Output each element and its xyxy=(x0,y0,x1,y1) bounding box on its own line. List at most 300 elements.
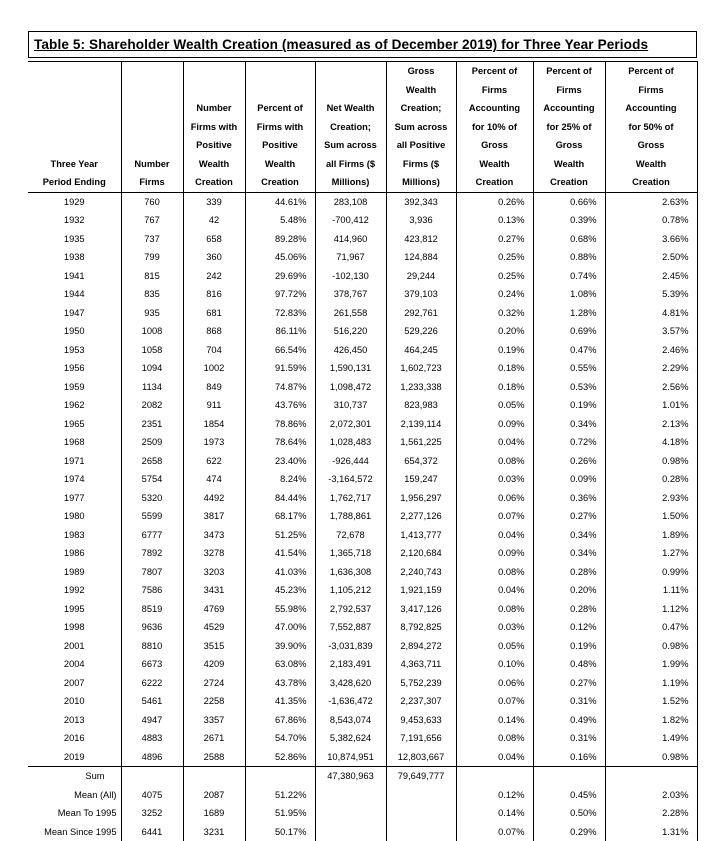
table-cell: 79,649,777 xyxy=(386,767,456,786)
table-row xyxy=(28,341,697,360)
table-cell: 1002 xyxy=(183,359,245,378)
table-cell: 378,767 xyxy=(315,285,386,304)
table-cell: 7,191,656 xyxy=(386,729,456,748)
table-row xyxy=(28,674,697,693)
table-cell xyxy=(121,767,183,786)
table-cell: 1,105,212 xyxy=(315,581,386,600)
table-cell: 0.06% xyxy=(456,674,533,693)
table-cell: 0.28% xyxy=(533,600,605,619)
table-cell: 0.12% xyxy=(533,618,605,637)
table-cell: 0.07% xyxy=(456,692,533,711)
table-cell: -926,444 xyxy=(315,452,386,471)
table-cell xyxy=(245,767,315,786)
table-cell: 1.89% xyxy=(605,526,697,545)
table-cell: 1965 xyxy=(28,415,121,434)
table-cell: 360 xyxy=(183,248,245,267)
column-header-line: Wealth xyxy=(246,155,315,174)
table-cell: 4769 xyxy=(183,600,245,619)
table-cell: 0.32% xyxy=(456,304,533,323)
table-cell: 1.01% xyxy=(605,396,697,415)
column-header-line: all Positive xyxy=(387,136,456,155)
column-header-line: Wealth xyxy=(457,155,533,174)
table-cell: 1971 xyxy=(28,452,121,471)
mean-row xyxy=(28,804,697,823)
table-row xyxy=(28,729,697,748)
table-cell: 1094 xyxy=(121,359,183,378)
table-cell: 7,552,887 xyxy=(315,618,386,637)
table-cell: 5754 xyxy=(121,470,183,489)
table-cell: 0.26% xyxy=(533,452,605,471)
table-cell: 799 xyxy=(121,248,183,267)
table-cell: 2010 xyxy=(28,692,121,711)
table-cell: 10,874,951 xyxy=(315,748,386,767)
table-cell: 0.31% xyxy=(533,692,605,711)
table-cell: 1,636,308 xyxy=(315,563,386,582)
table-cell: 0.13% xyxy=(456,211,533,230)
table-row xyxy=(28,544,697,563)
table-cell: 0.48% xyxy=(533,655,605,674)
table-cell: 0.68% xyxy=(533,230,605,249)
table-cell: 2.28% xyxy=(605,804,697,823)
table-cell: 1.28% xyxy=(533,304,605,323)
table-cell: 5,382,624 xyxy=(315,729,386,748)
table-cell: 2351 xyxy=(121,415,183,434)
column-header-line: Number xyxy=(122,155,183,174)
table-cell: 767 xyxy=(121,211,183,230)
column-header-line: Wealth xyxy=(387,81,456,100)
table-cell: 0.34% xyxy=(533,544,605,563)
table-cell: 0.05% xyxy=(456,637,533,656)
table-cell: 63.08% xyxy=(245,655,315,674)
table-cell: 1947 xyxy=(28,304,121,323)
table-cell: 0.39% xyxy=(533,211,605,230)
column-header-pct-10 xyxy=(456,62,533,193)
table-cell: 3817 xyxy=(183,507,245,526)
table-cell: Mean (All) xyxy=(28,786,121,805)
table-cell: 47,380,963 xyxy=(315,767,386,786)
table-cell: 0.16% xyxy=(533,748,605,767)
table-cell: 849 xyxy=(183,378,245,397)
table-cell: 379,103 xyxy=(386,285,456,304)
table-cell: 72,678 xyxy=(315,526,386,545)
table-cell: 6673 xyxy=(121,655,183,674)
table-cell: 7892 xyxy=(121,544,183,563)
table-cell: 8.24% xyxy=(245,470,315,489)
table-cell: 1134 xyxy=(121,378,183,397)
table-cell: 3203 xyxy=(183,563,245,582)
table-cell: 2258 xyxy=(183,692,245,711)
table-cell: 5.48% xyxy=(245,211,315,230)
column-header-line: Percent of xyxy=(606,62,697,81)
table-row xyxy=(28,637,697,656)
table-cell: 2013 xyxy=(28,711,121,730)
table-cell: 86.11% xyxy=(245,322,315,341)
table-cell: 0.06% xyxy=(456,489,533,508)
table-cell: 1.82% xyxy=(605,711,697,730)
table-row xyxy=(28,470,697,489)
table-cell: 310,737 xyxy=(315,396,386,415)
table-cell: 0.09% xyxy=(456,415,533,434)
table-cell: 3473 xyxy=(183,526,245,545)
table-cell: 0.04% xyxy=(456,526,533,545)
table-cell: 911 xyxy=(183,396,245,415)
table-row xyxy=(28,452,697,471)
table-cell: 529,226 xyxy=(386,322,456,341)
column-header-line: Percent of xyxy=(457,62,533,81)
table-cell: 0.99% xyxy=(605,563,697,582)
column-header-line: Firms xyxy=(457,81,533,100)
table-cell: 2087 xyxy=(183,786,245,805)
table-cell: 0.03% xyxy=(456,470,533,489)
table-cell: 0.05% xyxy=(456,396,533,415)
table-row xyxy=(28,211,697,230)
table-row xyxy=(28,563,697,582)
table-cell: 2,277,126 xyxy=(386,507,456,526)
column-header-line: Percent of xyxy=(246,99,315,118)
table-cell: Sum xyxy=(28,767,121,786)
table-cell: 1,788,861 xyxy=(315,507,386,526)
column-header-line: Percent of xyxy=(534,62,605,81)
column-header-number-firms xyxy=(121,62,183,193)
table-cell: 9,453,633 xyxy=(386,711,456,730)
table-cell: 1992 xyxy=(28,581,121,600)
table-cell: 2007 xyxy=(28,674,121,693)
table-cell: 67.86% xyxy=(245,711,315,730)
table-cell: 0.28% xyxy=(605,470,697,489)
table-cell: 1974 xyxy=(28,470,121,489)
table-cell: 1989 xyxy=(28,563,121,582)
table-cell: 5.39% xyxy=(605,285,697,304)
table-cell: 1941 xyxy=(28,267,121,286)
column-header-line: Positive xyxy=(246,136,315,155)
column-header-pct-25 xyxy=(533,62,605,193)
table-cell: 0.04% xyxy=(456,581,533,600)
table-cell: 0.08% xyxy=(456,452,533,471)
table-cell: 66.54% xyxy=(245,341,315,360)
table-cell: 292,761 xyxy=(386,304,456,323)
table-cell: 4883 xyxy=(121,729,183,748)
table-cell: 414,960 xyxy=(315,230,386,249)
table-cell: 3278 xyxy=(183,544,245,563)
table-cell: 41.35% xyxy=(245,692,315,711)
table-cell: 3231 xyxy=(183,823,245,841)
column-header-line: Creation; xyxy=(316,118,386,137)
wealth-creation-table xyxy=(28,61,698,841)
table-cell: 0.27% xyxy=(533,507,605,526)
table-cell: 8519 xyxy=(121,600,183,619)
table-cell: 4492 xyxy=(183,489,245,508)
table-cell: 1,365,718 xyxy=(315,544,386,563)
table-cell: 4947 xyxy=(121,711,183,730)
table-cell: 51.22% xyxy=(245,786,315,805)
table-cell: 0.20% xyxy=(533,581,605,600)
mean-row xyxy=(28,823,697,841)
column-header-line: for 25% of xyxy=(534,118,605,137)
table-cell: 0.29% xyxy=(533,823,605,841)
table-cell: 0.98% xyxy=(605,748,697,767)
table-cell: 0.78% xyxy=(605,211,697,230)
column-header-period-ending xyxy=(28,62,121,193)
table-cell: 0.19% xyxy=(533,637,605,656)
table-cell: 91.59% xyxy=(245,359,315,378)
table-cell: 1,602,723 xyxy=(386,359,456,378)
table-cell: 0.19% xyxy=(533,396,605,415)
table-cell: 44.61% xyxy=(245,192,315,211)
table-cell: 0.27% xyxy=(456,230,533,249)
table-cell: 4.18% xyxy=(605,433,697,452)
table-cell: 97.72% xyxy=(245,285,315,304)
table-cell: 43.76% xyxy=(245,396,315,415)
table-cell: 0.10% xyxy=(456,655,533,674)
table-cell: 1008 xyxy=(121,322,183,341)
table-cell: 1944 xyxy=(28,285,121,304)
table-cell: 654,372 xyxy=(386,452,456,471)
column-header-line: Wealth xyxy=(184,155,245,174)
table-cell: 0.88% xyxy=(533,248,605,267)
column-header-line: Firms ($ xyxy=(387,155,456,174)
table-cell: 1.31% xyxy=(605,823,697,841)
table-cell: 1.99% xyxy=(605,655,697,674)
table-cell: 5461 xyxy=(121,692,183,711)
column-header-line: Millions) xyxy=(316,173,386,192)
table-cell: 339 xyxy=(183,192,245,211)
table-cell: 0.25% xyxy=(456,267,533,286)
column-header-line: Firms with xyxy=(246,118,315,137)
table-row xyxy=(28,489,697,508)
table-cell: 2004 xyxy=(28,655,121,674)
table-cell: 3.66% xyxy=(605,230,697,249)
table-cell: 2658 xyxy=(121,452,183,471)
column-header-line: Sum across xyxy=(387,118,456,137)
table-cell: 41.03% xyxy=(245,563,315,582)
table-cell: 0.07% xyxy=(456,507,533,526)
table-row xyxy=(28,378,697,397)
column-header-line: Creation xyxy=(606,173,697,192)
table-cell: 3,428,620 xyxy=(315,674,386,693)
table-cell xyxy=(386,786,456,805)
table-cell xyxy=(183,767,245,786)
table-cell xyxy=(386,804,456,823)
table-cell: -1,636,472 xyxy=(315,692,386,711)
table-cell: 39.90% xyxy=(245,637,315,656)
table-cell: 29,244 xyxy=(386,267,456,286)
table-row xyxy=(28,248,697,267)
table-cell: 2588 xyxy=(183,748,245,767)
table-cell: 0.03% xyxy=(456,618,533,637)
table-cell: 8,792,825 xyxy=(386,618,456,637)
table-cell: 0.20% xyxy=(456,322,533,341)
table-cell: 0.98% xyxy=(605,452,697,471)
table-cell: Mean Since 1995 xyxy=(28,823,121,841)
table-row xyxy=(28,711,697,730)
table-container xyxy=(28,31,697,841)
table-cell: 1968 xyxy=(28,433,121,452)
table-cell: 41.54% xyxy=(245,544,315,563)
table-cell: 0.36% xyxy=(533,489,605,508)
table-cell: 0.49% xyxy=(533,711,605,730)
table-cell: 1.50% xyxy=(605,507,697,526)
table-cell: 0.26% xyxy=(456,192,533,211)
header-row xyxy=(28,62,697,193)
table-cell: 51.95% xyxy=(245,804,315,823)
table-cell: 1977 xyxy=(28,489,121,508)
column-header-line: Creation xyxy=(184,173,245,192)
column-header-line: Accounting xyxy=(606,99,697,118)
table-cell: 84.44% xyxy=(245,489,315,508)
column-header-pct-50 xyxy=(605,62,697,193)
table-cell: 815 xyxy=(121,267,183,286)
table-cell: 6777 xyxy=(121,526,183,545)
table-cell: 0.14% xyxy=(456,804,533,823)
table-cell: 78.86% xyxy=(245,415,315,434)
table-cell: 47.00% xyxy=(245,618,315,637)
table-cell: 9636 xyxy=(121,618,183,637)
column-header-line: all Firms ($ xyxy=(316,155,386,174)
table-cell: 0.12% xyxy=(456,786,533,805)
table-cell: 3515 xyxy=(183,637,245,656)
table-row xyxy=(28,192,697,211)
table-cell: 1,233,338 xyxy=(386,378,456,397)
table-cell: 1,561,225 xyxy=(386,433,456,452)
table-cell: 0.50% xyxy=(533,804,605,823)
column-header-gross-wealth xyxy=(386,62,456,193)
table-cell: 0.34% xyxy=(533,415,605,434)
table-cell: 0.08% xyxy=(456,729,533,748)
table-cell: 2.56% xyxy=(605,378,697,397)
table-cell: 1953 xyxy=(28,341,121,360)
table-cell: 1854 xyxy=(183,415,245,434)
table-cell: 0.18% xyxy=(456,378,533,397)
table-cell: 3,417,126 xyxy=(386,600,456,619)
table-cell: 0.55% xyxy=(533,359,605,378)
table-cell: 0.24% xyxy=(456,285,533,304)
table-cell: 1.12% xyxy=(605,600,697,619)
column-header-line: Wealth xyxy=(534,155,605,174)
table-cell: -102,130 xyxy=(315,267,386,286)
table-cell: 1956 xyxy=(28,359,121,378)
table-cell: 0.08% xyxy=(456,600,533,619)
table-cell: 0.74% xyxy=(533,267,605,286)
table-cell: 0.19% xyxy=(456,341,533,360)
table-cell: 1.49% xyxy=(605,729,697,748)
table-cell: 0.53% xyxy=(533,378,605,397)
table-cell: 2.29% xyxy=(605,359,697,378)
table-cell: 1995 xyxy=(28,600,121,619)
table-cell: 1980 xyxy=(28,507,121,526)
sum-row xyxy=(28,767,697,786)
table-cell: 1938 xyxy=(28,248,121,267)
table-row xyxy=(28,230,697,249)
table-row xyxy=(28,748,697,767)
table-cell: 392,343 xyxy=(386,192,456,211)
table-cell: 2,894,272 xyxy=(386,637,456,656)
table-cell: 4529 xyxy=(183,618,245,637)
table-cell: 658 xyxy=(183,230,245,249)
table-cell: 0.27% xyxy=(533,674,605,693)
table-cell: 0.04% xyxy=(456,433,533,452)
column-header-line: Sum across xyxy=(316,136,386,155)
table-cell: 2.13% xyxy=(605,415,697,434)
table-cell: 2,183,491 xyxy=(315,655,386,674)
table-header xyxy=(28,62,697,193)
table-cell: 1983 xyxy=(28,526,121,545)
table-cell: 2724 xyxy=(183,674,245,693)
table-cell: 760 xyxy=(121,192,183,211)
table-cell: 23.40% xyxy=(245,452,315,471)
table-cell: 816 xyxy=(183,285,245,304)
table-cell: 1998 xyxy=(28,618,121,637)
table-cell: 1,921,159 xyxy=(386,581,456,600)
table-cell: 2001 xyxy=(28,637,121,656)
table-cell: 423,812 xyxy=(386,230,456,249)
table-cell: 935 xyxy=(121,304,183,323)
table-cell: 12,803,667 xyxy=(386,748,456,767)
table-cell xyxy=(315,823,386,841)
table-cell: 1,098,472 xyxy=(315,378,386,397)
table-cell: 2,120,684 xyxy=(386,544,456,563)
column-header-line: Wealth xyxy=(606,155,697,174)
table-cell: 1973 xyxy=(183,433,245,452)
table-cell xyxy=(386,823,456,841)
table-row xyxy=(28,304,697,323)
table-row xyxy=(28,655,697,674)
table-cell: 1,028,483 xyxy=(315,433,386,452)
table-cell xyxy=(605,767,697,786)
table-cell: 2.50% xyxy=(605,248,697,267)
table-cell: 1689 xyxy=(183,804,245,823)
column-header-line: for 10% of xyxy=(457,118,533,137)
table-cell: 1959 xyxy=(28,378,121,397)
table-cell xyxy=(315,804,386,823)
table-cell: 2.03% xyxy=(605,786,697,805)
table-cell: 1950 xyxy=(28,322,121,341)
table-cell: 78.64% xyxy=(245,433,315,452)
table-cell: 2.93% xyxy=(605,489,697,508)
table-cell: 823,983 xyxy=(386,396,456,415)
table-cell: -3,031,839 xyxy=(315,637,386,656)
column-header-line: Gross xyxy=(457,136,533,155)
table-cell: 0.08% xyxy=(456,563,533,582)
table-cell: 5320 xyxy=(121,489,183,508)
table-cell xyxy=(315,786,386,805)
table-cell: 71,967 xyxy=(315,248,386,267)
table-cell: 4896 xyxy=(121,748,183,767)
column-header-line: Gross xyxy=(387,62,456,81)
table-cell: 1.19% xyxy=(605,674,697,693)
table-cell: 0.34% xyxy=(533,526,605,545)
mean-row xyxy=(28,786,697,805)
table-cell: 835 xyxy=(121,285,183,304)
table-cell: 42 xyxy=(183,211,245,230)
table-cell: 2,792,537 xyxy=(315,600,386,619)
table-cell: 0.31% xyxy=(533,729,605,748)
table-cell: 2509 xyxy=(121,433,183,452)
table-cell: 1,762,717 xyxy=(315,489,386,508)
table-cell: 1,590,131 xyxy=(315,359,386,378)
table-cell: 2.46% xyxy=(605,341,697,360)
table-cell: 89.28% xyxy=(245,230,315,249)
table-cell: 51.25% xyxy=(245,526,315,545)
column-header-line: Gross xyxy=(606,136,697,155)
table-cell: 2671 xyxy=(183,729,245,748)
column-header-line: Firms xyxy=(606,81,697,100)
table-cell: 2,139,114 xyxy=(386,415,456,434)
column-header-line: Positive xyxy=(184,136,245,155)
table-row xyxy=(28,692,697,711)
table-cell: 3.57% xyxy=(605,322,697,341)
table-cell: 1962 xyxy=(28,396,121,415)
table-cell: 7586 xyxy=(121,581,183,600)
